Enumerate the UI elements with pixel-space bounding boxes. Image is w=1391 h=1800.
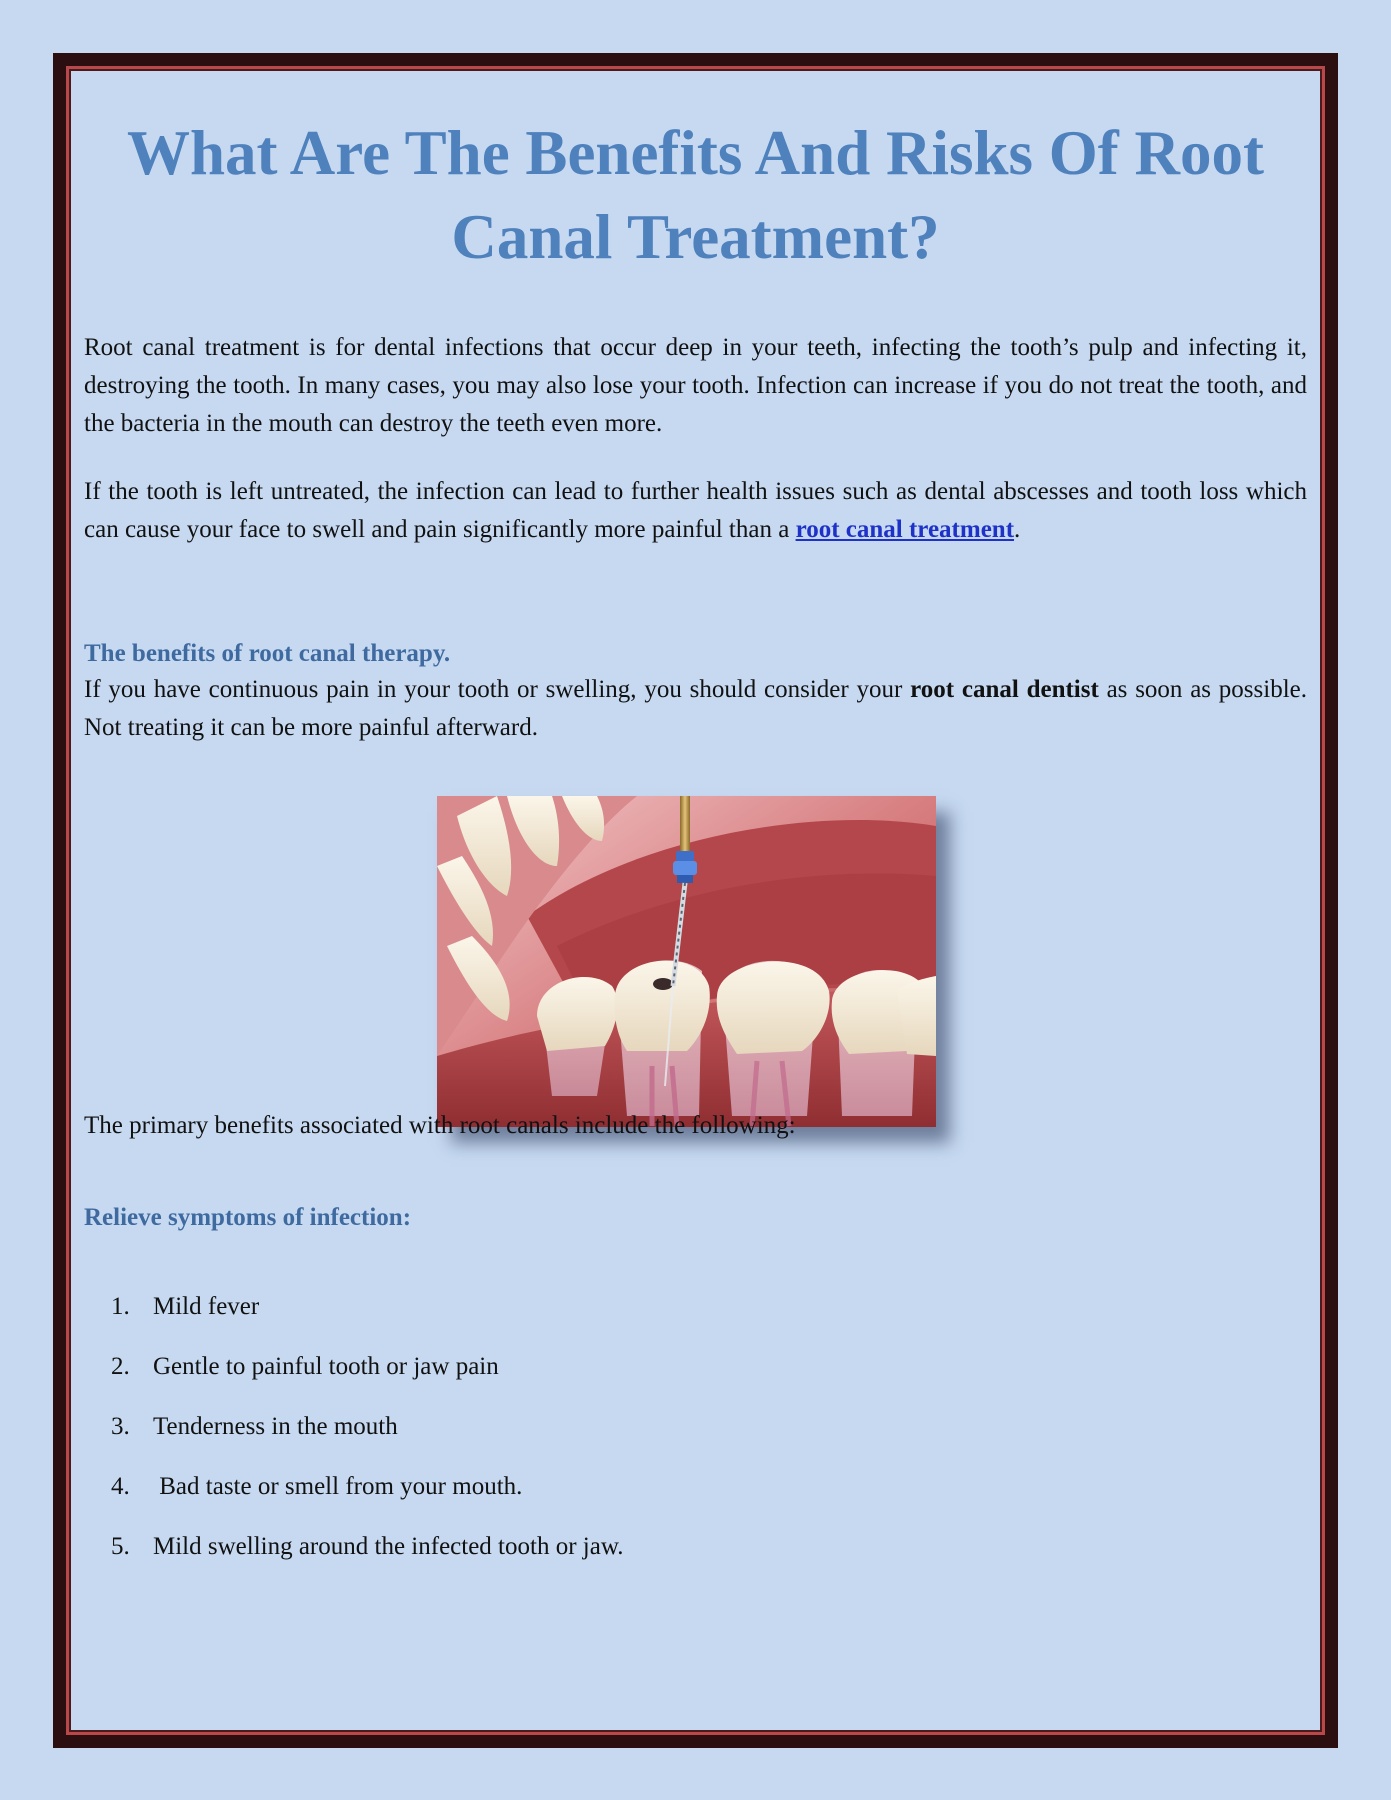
page-border-frame [53, 53, 1338, 1748]
symptom-list [111, 1288, 624, 1588]
document-content [71, 71, 1320, 1730]
root-canal-dentist-bold: root canal dentist [910, 676, 1099, 703]
list-item-number: 3. [111, 1413, 130, 1440]
benefits-text-end: as soon as possible. Not treating it can be more painful afterward. [84, 676, 1307, 741]
list-item-number: 5. [111, 1533, 130, 1560]
list-item [111, 1348, 624, 1386]
page-title: What Are The Benefits And Risks Of Root Canal Treatment? [126, 118, 1265, 272]
list-item-number: 2. [111, 1353, 130, 1380]
primary-benefits-intro: The primary benefits associated with root canals include the following: [84, 1112, 796, 1139]
page-border-red-line [66, 66, 1325, 1735]
list-item [111, 1528, 624, 1566]
list-item [111, 1468, 624, 1506]
untreated-paragraph [84, 473, 1307, 549]
root-canal-treatment-link[interactable]: root canal treatment [795, 516, 1015, 543]
list-item-text: Tenderness in the mouth [153, 1413, 398, 1440]
list-item-text: Bad taste or smell from your mouth. [153, 1473, 523, 1500]
list-item-number: 1. [111, 1293, 130, 1320]
benefits-heading: The benefits of root canal therapy. [84, 640, 451, 667]
list-item-text: Mild swelling around the infected tooth or jaw. [153, 1533, 624, 1560]
benefits-paragraph [84, 671, 1307, 747]
benefits-text: If you have continuous pain in your tooth or swelling, you should consider your [84, 676, 911, 703]
list-item-text: Gentle to painful tooth or jaw pain [153, 1353, 499, 1380]
list-item [111, 1288, 624, 1326]
root-canal-tooth-image [437, 796, 936, 1127]
relieve-symptoms-heading: Relieve symptoms of infection: [84, 1204, 412, 1231]
untreated-text: If the tooth is left untreated, the infection can lead to further health issues such as dental abscesses and tooth loss which can cause your face to swell and pain significantly more painful than a [84, 478, 1307, 543]
page-border-inner [69, 69, 1322, 1732]
list-item-number: 4. [111, 1473, 130, 1500]
intro-paragraph: Root canal treatment is for dental infections that occur deep in your teeth, infecting the tooth’s pulp and infecting it, destroying the tooth. In many cases, you may also lose your tooth. Infection can increase if you do not treat the tooth, and the bacteria in the mouth can destroy the teeth even more. [84, 334, 1307, 437]
untreated-text-end: . [1014, 516, 1021, 543]
list-item [111, 1408, 624, 1446]
list-item-text: Mild fever [153, 1293, 260, 1320]
